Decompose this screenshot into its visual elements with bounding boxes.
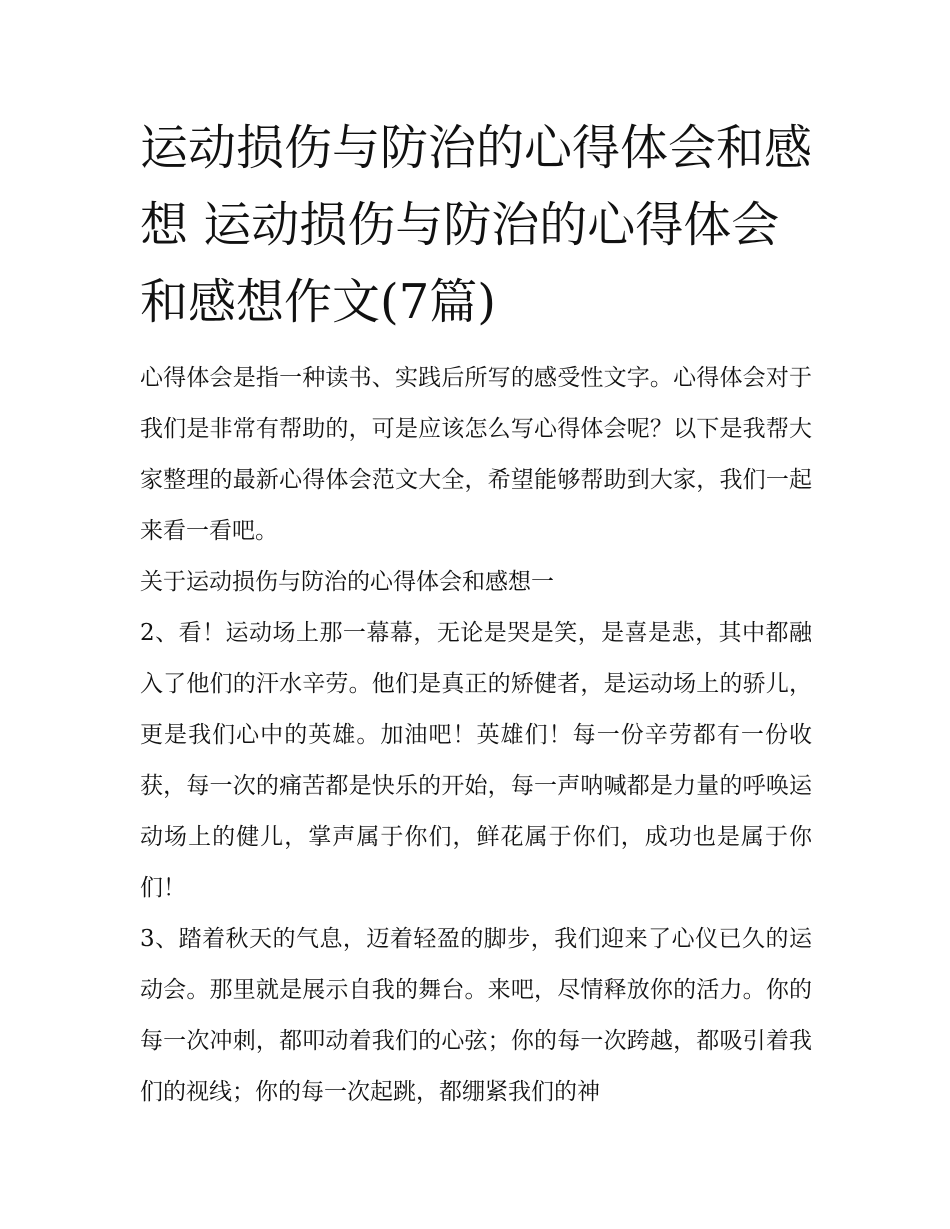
intro-paragraph: 心得体会是指一种读书、实践后所写的感受性文字。心得体会对于我们是非常有帮助的，可是应该怎么写心得体会呢？以下是我帮大家整理的最新心得体会范文大全，希望能够帮助到大家，我们一起来看一看吧。: [140, 365, 812, 544]
document-title: 运动损伤与防治的心得体会和感想 运动损伤与防治的心得体会和感想作文(7篇): [140, 120, 813, 330]
section-heading: 关于运动损伤与防治的心得体会和感想一: [140, 569, 554, 595]
document-body: [140, 353, 812, 1118]
body-paragraph: 2、看！运动场上那一幕幕，无论是哭是笑，是喜是悲，其中都融入了他们的汗水辛劳。他们是真正的矫健者，是运动场上的骄儿，更是我们心中的英雄。加油吧！英雄们！每一份辛劳都有一份收获，每一次的痛苦都是快乐的开始，每一声呐喊都是力量的呼唤运动场上的健儿，掌声属于你们，鲜花属于你们，成功也是属于你们！: [140, 620, 812, 901]
body-paragraph: 3、踏着秋天的气息，迈着轻盈的脚步，我们迎来了心仪已久的运动会。那里就是展示自我的舞台。来吧，尽情释放你的活力。你的每一次冲刺，都叩动着我们的心弦；你的每一次跨越，都吸引着我们的视线；你的每一次起跳，都绷紧我们的神: [140, 926, 812, 1105]
document-page: [140, 110, 812, 1118]
